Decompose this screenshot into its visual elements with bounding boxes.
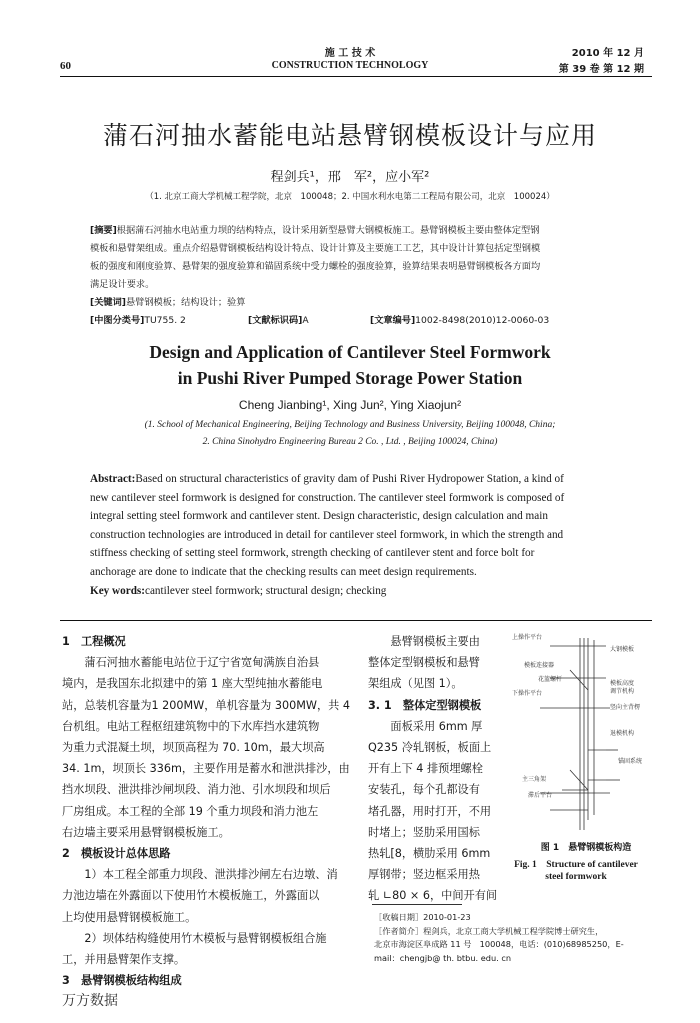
keywords-cn: 悬臂钢模板；结构设计；验算: [125, 297, 246, 308]
figure-label: 上操作平台: [512, 634, 543, 641]
body-line: 时堵上；竖肋采用国标: [368, 825, 480, 839]
affiliation-en-1: (1. School of Mechanical Engineering, Beijing Technology and Business University, Beijing 100048, China;: [144, 420, 556, 430]
body-line: 2）坝体结构缝使用竹木模板与悬臂钢模板组合施: [84, 931, 327, 945]
body-middle-column: [368, 631, 508, 907]
figure-label: 竖向主背楞: [610, 704, 641, 711]
figure-caption-cn: 图 1 悬臂钢模板构造: [540, 843, 632, 853]
abstract-en-line: new cantilever steel formwork is designed for construction. The cantilever steel formwork is composed of: [90, 491, 565, 504]
body-line: 台机组。电站工程枢纽建筑物中的下水库挡水建筑物: [62, 719, 320, 733]
abstract-cn: [90, 222, 630, 330]
keywords-en-label: Key words:: [90, 584, 145, 597]
abstract-cn-label: [摘要]: [90, 225, 117, 236]
body-line: 悬臂钢模板主要由: [390, 635, 480, 648]
footnote-bio-line: mail：chengjb@ th. btbu. edu. cn: [374, 952, 512, 963]
page-number: 60: [60, 60, 71, 72]
abstract-cn-line: 模板和悬臂架组成。重点介绍悬臂钢模板结构设计特点、设计计算及主要施工工艺，其中设计计算包括定型钢模: [90, 243, 541, 254]
body-line: 厂房组成。本工程的全部 19 个重力坝段和消力池左: [62, 804, 319, 818]
body-line: 安装孔，每个孔都设有: [368, 783, 480, 797]
body-line: 右边墙主要采用悬臂钢模板施工。: [62, 825, 230, 839]
authors-cn: 程剑兵¹，邢 军²，应小军²: [270, 170, 430, 185]
figure-label: 模板连接器: [524, 662, 555, 669]
issue-date: 2010 年 12 月: [571, 48, 644, 59]
body-line: 34. 1m，坝顶长 336m，主要作用是蓄水和泄洪排沙，由: [62, 762, 350, 776]
abstract-en: [90, 470, 630, 600]
body-line: 境内，是我国东北拟建中的第 1 座大型纯抽水蓄能电: [62, 677, 323, 691]
abstract-en-line: anchorage are done to indicate that the checking results can meet design requirements.: [90, 565, 477, 578]
section-3-1-title: 3. 1 整体定型钢模板: [368, 698, 482, 712]
figure-label: 大钢模板: [610, 646, 635, 653]
title-cn: 蒲石河抽水蓄能电站悬臂钢模板设计与应用: [102, 121, 597, 150]
footnote: [374, 911, 654, 965]
body-line: 挡水坝段、泄洪排沙闸坝段、消力池、引水坝段和坝后: [62, 783, 331, 797]
class-no-label: [中图分类号]: [90, 315, 145, 326]
body-left-column: [62, 631, 352, 991]
doc-code-label: [文献标识码]: [248, 315, 303, 326]
figure-label: 滞后平台: [528, 792, 553, 799]
body-line: 工，并用悬臂架作支撑。: [62, 953, 186, 967]
figure-label: 退模机构: [610, 730, 635, 737]
authors-en: Cheng Jianbing¹, Xing Jun², Ying Xiaojun²: [238, 398, 462, 412]
keywords-en: cantilever steel formwork; structural design; checking: [145, 584, 387, 597]
body-line: 站，总装机容量为1 200MW，单机容量为 300MW，共 4: [62, 698, 351, 712]
figure-label: 花篮螺杆: [538, 676, 563, 683]
class-no: TU755. 2: [144, 315, 186, 326]
body-line: 架组成（见图 1）。: [368, 677, 463, 691]
header-rule: [60, 76, 652, 77]
section-3-title: 3 悬臂钢模板结构组成: [62, 974, 182, 988]
abstract-rule: [60, 620, 652, 621]
body-line: 力池边墙在外露面以下使用竹木模板施工，外露面以: [62, 889, 320, 903]
body-line: 厚钢带；竖边框采用热: [368, 868, 480, 882]
figure-label: 锚固系统: [618, 758, 643, 765]
abstract-en-label: Abstract:: [90, 473, 136, 485]
title-en-line-2: in Pushi River Pumped Storage Power Station: [177, 368, 523, 388]
figure-label: 调节机构: [610, 688, 635, 695]
figure-caption-en-2: steel formwork: [545, 872, 607, 882]
journal-name-cn: 施 工 技 术: [324, 48, 376, 59]
footnote-rule: [372, 904, 462, 905]
section-2-title: 2 模板设计总体思路: [62, 847, 171, 861]
body-line: 整体定型钢模板和悬臂: [368, 656, 480, 670]
body-line: Q235 冷轧钢板，板面上: [368, 741, 492, 755]
body-line: 堵孔器，用时打开，不用: [368, 804, 492, 818]
abstract-cn-line: 满足设计要求。: [90, 279, 155, 290]
watermark: 万方数据: [62, 993, 118, 1009]
figure-label: 主三角架: [522, 776, 547, 783]
issue-volume: 第 39 卷 第 12 期: [558, 64, 644, 75]
affiliation-en-2: 2. China Sinohydro Engineering Bureau 2 Co. , Ltd. , Beijing 100024, China): [202, 437, 498, 447]
body-line: 开有上下 4 排预埋螺栓: [368, 762, 483, 776]
body-line: 1）本工程全部重力坝段、泄洪排沙闸左右边墩、消: [84, 868, 338, 882]
body-line: 为重力式混凝土坝，坝顶高程为 70. 10m，最大坝高: [62, 741, 325, 755]
abstract-cn-line: 根据蒲石河抽水电站重力坝的结构特点，设计采用新型悬臂大钢模板施工。悬臂钢模板主要由整体定型钢: [116, 225, 540, 236]
affiliation-cn: （1. 北京工商大学机械工程学院，北京 100048；2. 中国水利水电第二工程局有限公司，北京 100024）: [145, 192, 555, 202]
figure-1: [510, 630, 652, 835]
body-line: 轧 ∟80 × 6，中间开有间: [368, 889, 498, 903]
footnote-received: ［收稿日期］2010-01-23: [374, 912, 471, 922]
footnote-bio-line: ［作者简介］程剑兵，北京工商大学机械工程学院博士研究生，: [374, 925, 604, 936]
body-line: 面板采用 6mm 厚: [390, 719, 483, 733]
figure-label: 下操作平台: [512, 690, 543, 697]
footnote-bio-line: 北京市海淀区阜成路 11 号 100048，电话：(010)68985250，E-: [374, 939, 624, 949]
article-no-label: [文章编号]: [370, 315, 416, 326]
abstract-en-line: integral setting steel formwork and cantilever stent. Design characteristic, design calculation and main: [90, 510, 548, 523]
article-no: 1002-8498(2010)12-0060-03: [415, 315, 550, 326]
abstract-en-line: construction technologies are introduced in detail for cantilever steel formwork, in which the strength and: [90, 528, 564, 541]
keywords-cn-label: [关键词]: [90, 297, 126, 308]
doc-code: A: [302, 315, 309, 326]
section-1-title: 1 工程概况: [62, 635, 126, 648]
figure-label: 模板高度: [610, 680, 635, 687]
abstract-en-line: stiffness checking of setting steel formwork, strength checking of cantilever stent and force bolt for: [90, 547, 535, 560]
title-en-line-1: Design and Application of Cantilever Steel Formwork: [149, 342, 551, 362]
figure-caption-en-1: Fig. 1 Structure of cantilever: [514, 860, 638, 870]
abstract-cn-line: 板的强度和刚度验算、悬臂架的强度验算和锚固系统中受力螺栓的强度验算，验算结果表明悬臂钢模板各方面均: [90, 261, 541, 272]
journal-name-en: CONSTRUCTION TECHNOLOGY: [271, 60, 429, 71]
body-line: 热轧[8，横肋采用 6mm: [368, 847, 491, 861]
body-line: 上均使用悬臂钢模板施工。: [62, 910, 197, 924]
abstract-en-line: Based on structural characteristics of gravity dam of Pushi River Hydropower Station, a kind of: [135, 473, 564, 485]
body-line: 蒲石河抽水蓄能电站位于辽宁省宽甸满族自治县: [84, 656, 320, 670]
